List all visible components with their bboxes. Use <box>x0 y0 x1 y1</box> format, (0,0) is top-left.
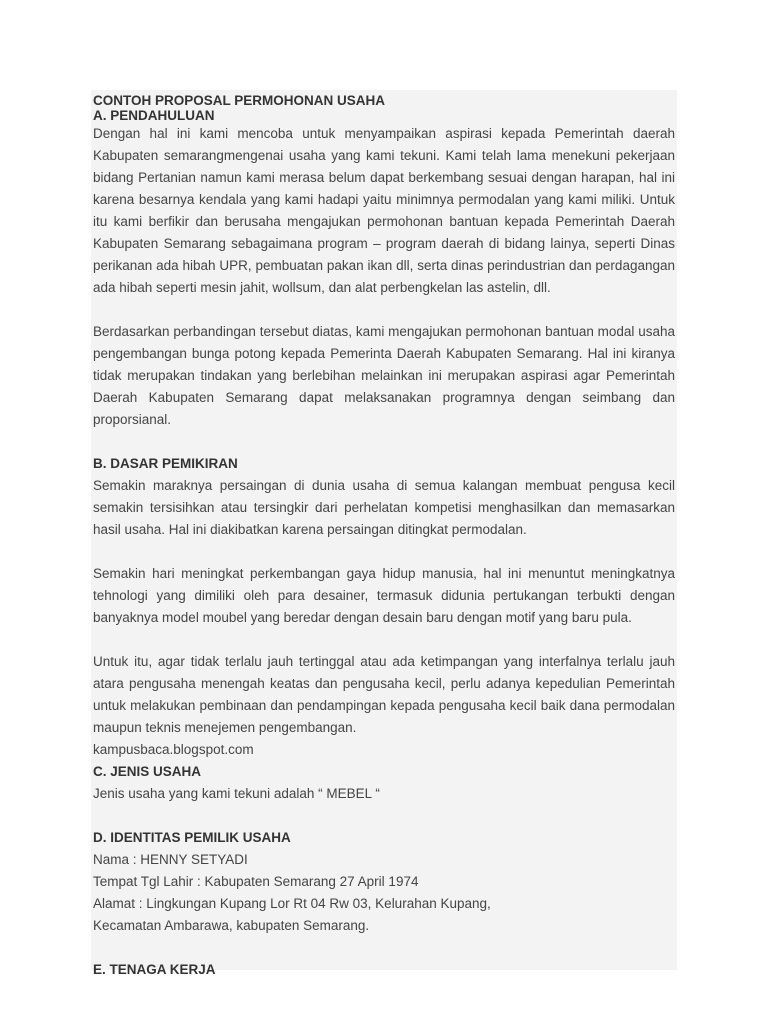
owner-birth: Tempat Tgl Lahir : Kabupaten Semarang 27 April 1974 <box>93 874 419 889</box>
paragraph-dasar-pemikiran-1: Semakin maraknya persaingan di dunia usaha di semua kalangan membuat pengusa kecil semakin tersisihkan atau tersingkir dari perhelatan kompetisi menghasilkan dan memasarkan hasil usaha. Hal ini diakibatkan karena persaingan ditingkat permodalan. <box>93 478 675 537</box>
heading-pendahuluan: A. PENDAHULUAN <box>93 108 215 123</box>
paragraph-pendahuluan-2: Berdasarkan perbandingan tersebut diatas, kami mengajukan permohonan bantuan modal usaha pengembangan bunga potong kepada Pemerinta Daerah Kabupaten Semarang. Hal ini kiranya tidak merupakan tindakan yang berlebihan melainkan ini merupakan aspirasi agar Pemerintah Daerah Kabupaten Semarang dapat melaksanakan programnya dengan seimbang dan proporsianal. <box>93 324 675 427</box>
paragraph-dasar-pemikiran-2: Semakin hari meningkat perkembangan gaya hidup manusia, hal ini menuntut meningkatnya tehnologi yang dimiliki oleh para desainer, termasuk didunia pertukangan terbukti dengan banyaknya model moubel yang beredar dengan desain baru dengan motif yang baru pula. <box>93 566 675 625</box>
owner-address-line-2: Kecamatan Ambarawa, kabupaten Semarang. <box>93 918 370 933</box>
paragraph-pendahuluan-1: Dengan hal ini kami mencoba untuk menyampaikan aspirasi kepada Pemerintah daerah Kabupaten semarangmengenai usaha yang kami tekuni. Kami telah lama menekuni pekerjaan bidang Pertanian namun kami merasa belum dapat berkembang sesuai dengan harapan, hal ini karena besarnya kendala yang kami hadapi yaitu minimnya permodalan yang kami miliki. Untuk itu kami berfikir dan berusaha mengajukan permohonan bantuan kepada Pemerintah Daerah Kabupaten Semarang sebagaimana program – program daerah di bidang lainya, seperti Dinas perikanan ada hibah UPR, pembuatan pakan ikan dll, serta dinas perindustrian dan perdagangan ada hibah seperti mesin jahit, wollsum, dan alat perbengkelan las astelin, dll. <box>93 126 675 295</box>
document-content <box>93 93 675 981</box>
heading-dasar-pemikiran: B. DASAR PEMIKIRAN <box>93 456 238 471</box>
jenis-usaha-text: Jenis usaha yang kami tekuni adalah “ MEBEL “ <box>93 786 380 801</box>
document-title: CONTOH PROPOSAL PERMOHONAN USAHA <box>93 93 386 108</box>
heading-identitas-pemilik: D. IDENTITAS PEMILIK USAHA <box>93 830 291 845</box>
owner-name: Nama : HENNY SETYADI <box>93 852 248 867</box>
owner-address-line-1: Alamat : Lingkungan Kupang Lor Rt 04 Rw 03, Kelurahan Kupang, <box>93 896 491 911</box>
heading-tenaga-kerja: E. TENAGA KERJA <box>93 962 216 977</box>
heading-jenis-usaha: C. JENIS USAHA <box>93 764 202 779</box>
paragraph-dasar-pemikiran-3: Untuk itu, agar tidak terlalu jauh tertinggal atau ada ketimpangan yang interfalnya terlalu jauh atara pengusaha menengah keatas dan pengusaha kecil, perlu adanya kepedulian Pemerintah untuk melakukan pembinaan dan pendampingan kepada pengusaha kecil baik dana permodalan maupun teknis menejemen pengembangan. <box>93 654 675 735</box>
source-text: kampusbaca.blogspot.com <box>93 742 254 757</box>
